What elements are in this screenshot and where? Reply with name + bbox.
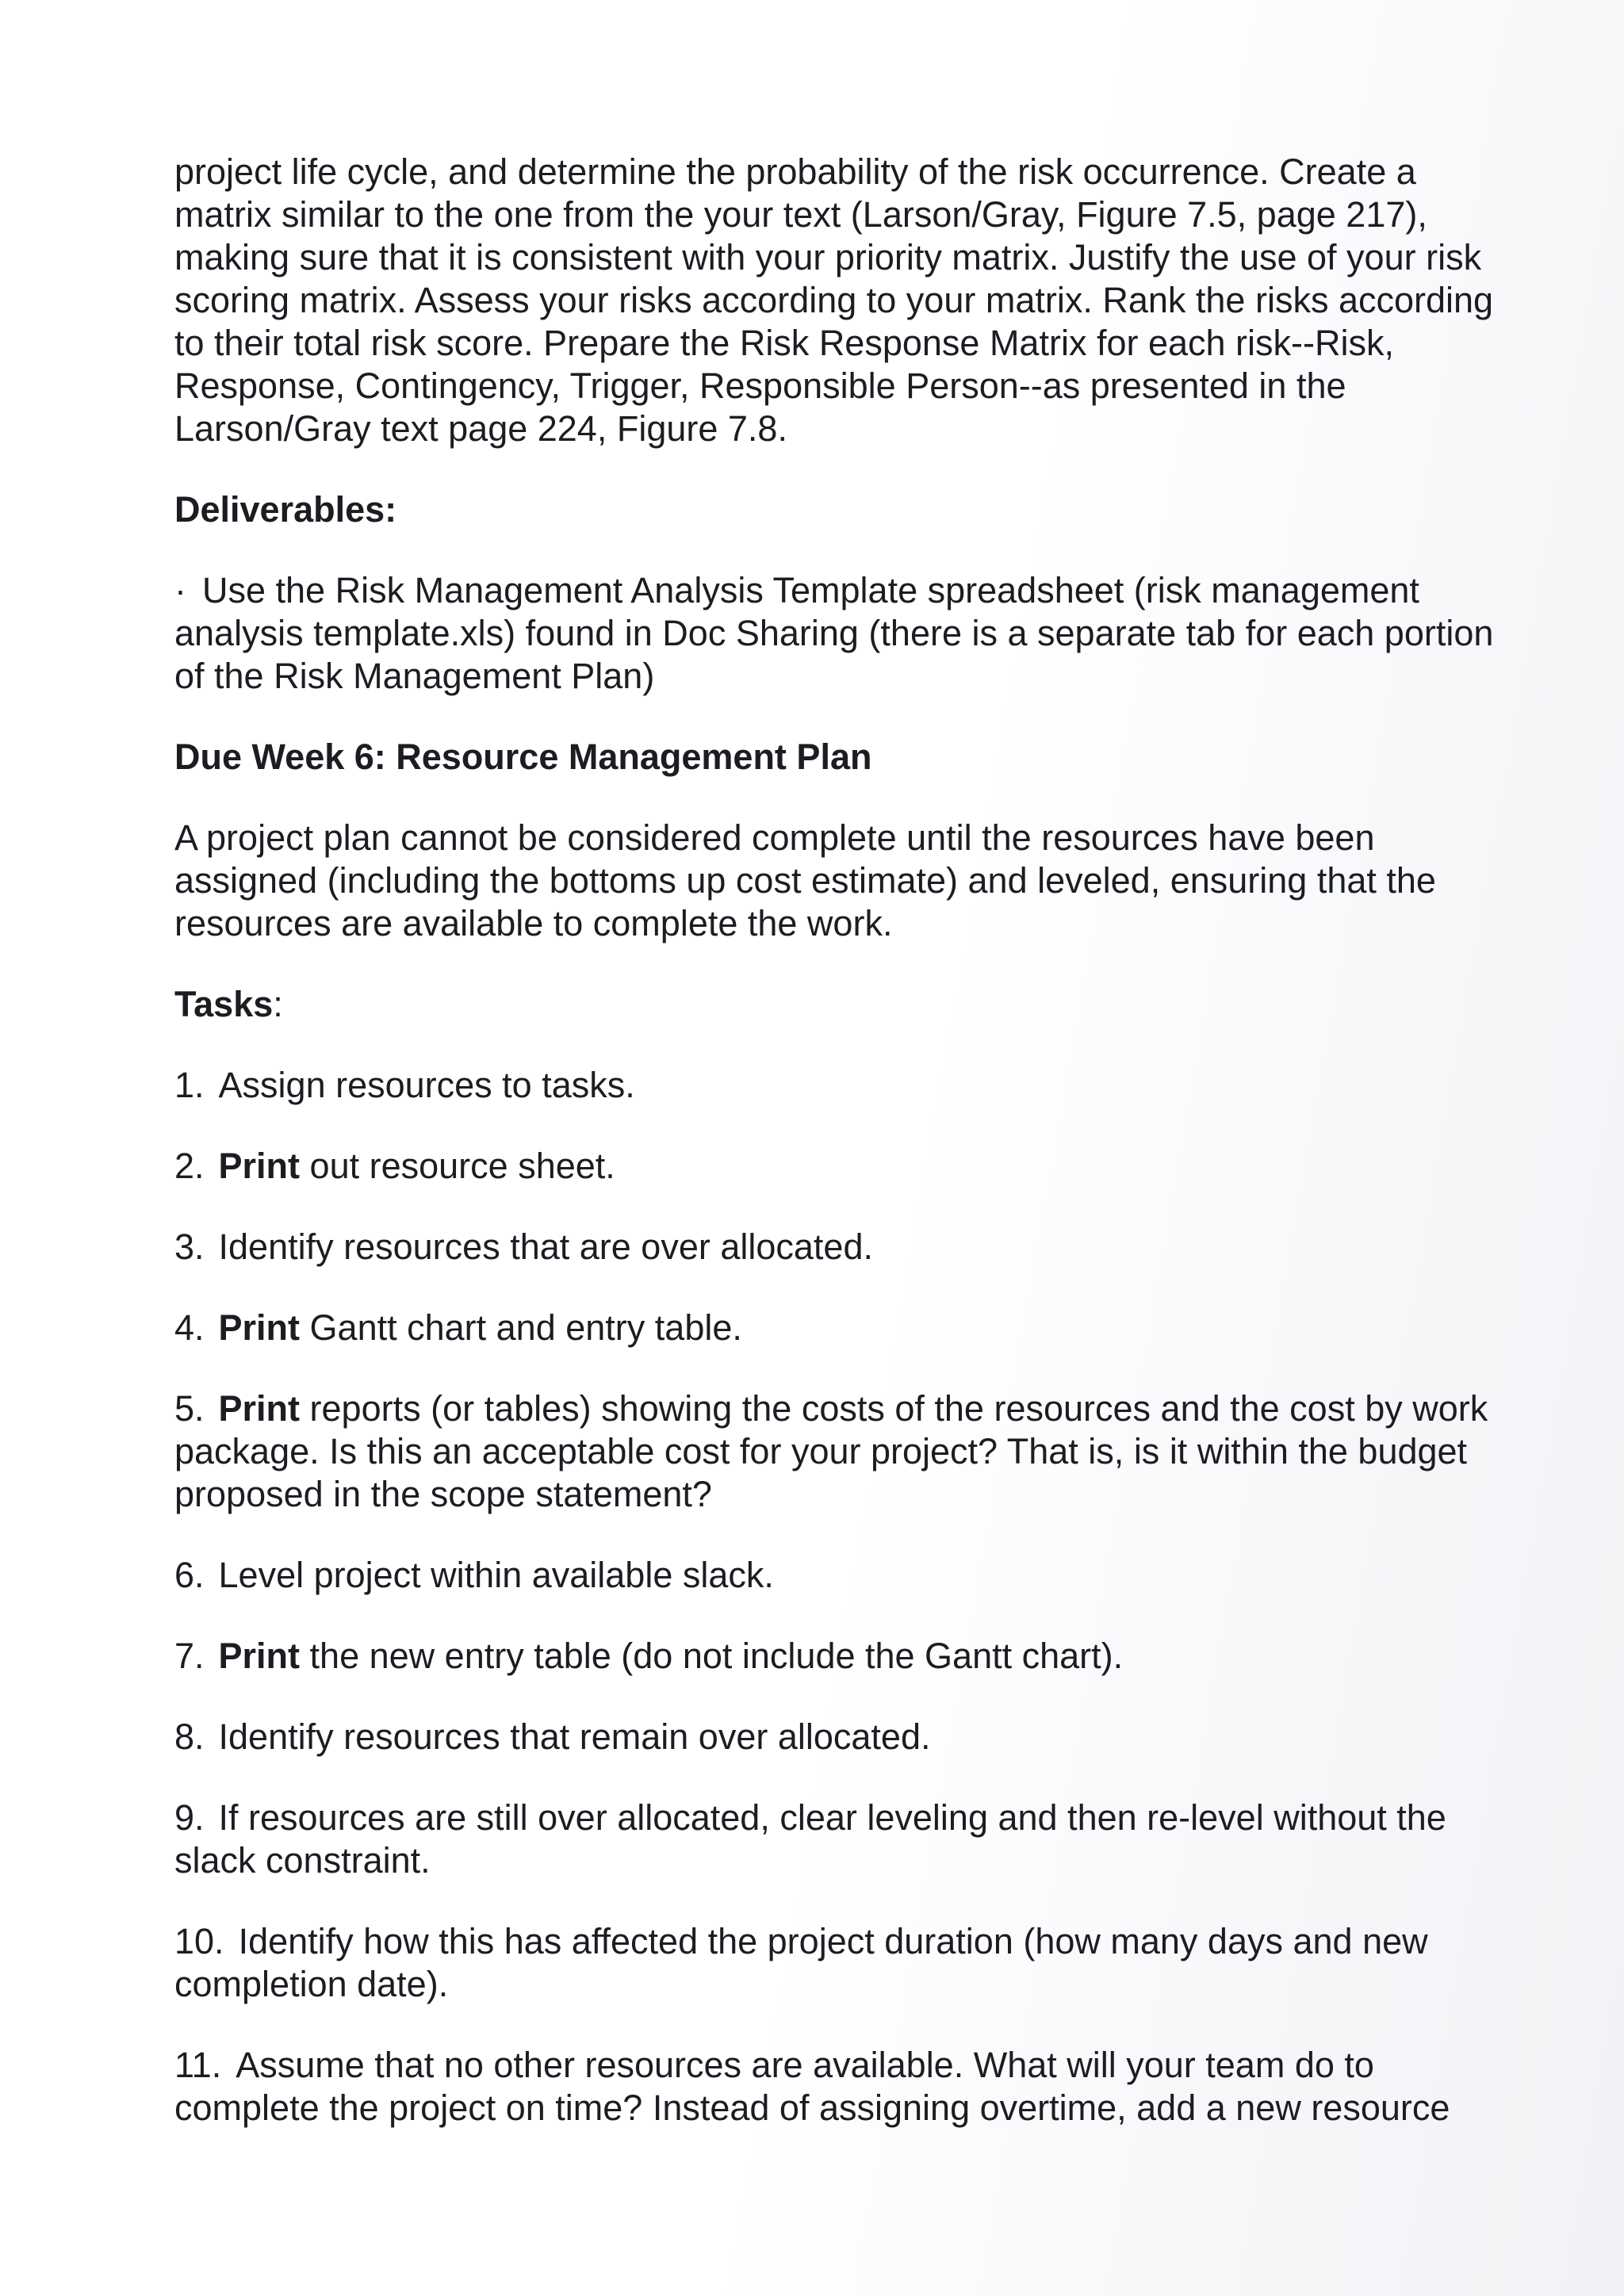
task-number: 9. (174, 1797, 205, 1838)
task-number: 2. (174, 1146, 205, 1186)
task-item (174, 1554, 1522, 1597)
task-text: out resource sheet. (300, 1146, 615, 1186)
deliverables-bullet-text: Use the Risk Management Analysis Template spreadsheet (risk management analysis template.xls) found in Doc Sharing (there is a separate tab for each portion of the Risk Management Plan) (174, 570, 1494, 696)
task-item (174, 1307, 1522, 1349)
task-text: If resources are still over allocated, clear leveling and then re-level without the slack constraint. (174, 1797, 1446, 1881)
task-item (174, 1797, 1522, 1882)
task-text: Identify how this has affected the project duration (how many days and new completion date). (174, 1921, 1428, 2004)
task-bold-verb: Print (218, 1388, 301, 1429)
task-text: Gantt chart and entry table. (300, 1307, 742, 1348)
task-number: 6. (174, 1555, 205, 1595)
task-item (174, 1635, 1522, 1678)
task-item (174, 2044, 1522, 2130)
task-bold-verb: Print (218, 1636, 301, 1676)
task-text: reports (or tables) showing the costs of the resources and the cost by work package. Is this an acceptable cost for your project? That is, is it within the budget proposed in the scope statement? (174, 1388, 1488, 1514)
task-number: 8. (174, 1716, 205, 1757)
tasks-label-colon: : (273, 984, 283, 1024)
task-text: Assume that no other resources are available. What will your team do to complete the project on time? Instead of assigning overtime, add a new resource (174, 2045, 1450, 2128)
section-description: A project plan cannot be considered complete until the resources have been assigned (including the bottoms up cost estimate) and leveled, ensuring that the resources are available to complete the work. (174, 817, 1436, 943)
bullet-dot-icon: · (174, 570, 186, 610)
task-bold-verb: Print (218, 1146, 301, 1186)
deliverables-heading: Deliverables: (174, 489, 397, 530)
task-item (174, 1226, 1522, 1269)
task-text: Assign resources to tasks. (218, 1065, 635, 1105)
task-text: Identify resources that are over allocated. (218, 1226, 873, 1267)
task-text: the new entry table (do not include the Gantt chart). (300, 1636, 1124, 1676)
task-number: 10. (174, 1921, 224, 1961)
tasks-label (174, 983, 1522, 1026)
task-text: Level project within available slack. (218, 1555, 774, 1595)
section-heading: Due Week 6: Resource Management Plan (174, 737, 872, 777)
task-text: Identify resources that remain over allocated. (218, 1716, 931, 1757)
tasks-label-text: Tasks (174, 984, 274, 1024)
intro-paragraph: project life cycle, and determine the probability of the risk occurrence. Create a matrix similar to the one from the your text (Larson/Gray, Figure 7.5, page 217), making sure that it is consistent with your priority matrix. Justify the use of your risk scoring matrix. Assess your risks according to your matrix. Rank the risks according to their total risk score. Prepare the Risk Response Matrix for each risk--Risk, Response, Contingency, Trigger, Responsible Person--as presented in the Larson/Gray text page 224, Figure 7.8. (174, 151, 1494, 449)
task-bold-verb: Print (218, 1307, 301, 1348)
task-item (174, 1920, 1522, 2006)
task-number: 7. (174, 1636, 205, 1676)
task-number: 5. (174, 1388, 205, 1429)
task-number: 4. (174, 1307, 205, 1348)
deliverables-bullet-item (174, 569, 1522, 698)
task-number: 3. (174, 1226, 205, 1267)
task-item (174, 1064, 1522, 1107)
task-item (174, 1716, 1522, 1758)
task-item (174, 1145, 1522, 1188)
task-number: 1. (174, 1065, 205, 1105)
task-item (174, 1387, 1522, 1516)
document-body (174, 151, 1522, 2168)
task-number: 11. (174, 2045, 222, 2085)
